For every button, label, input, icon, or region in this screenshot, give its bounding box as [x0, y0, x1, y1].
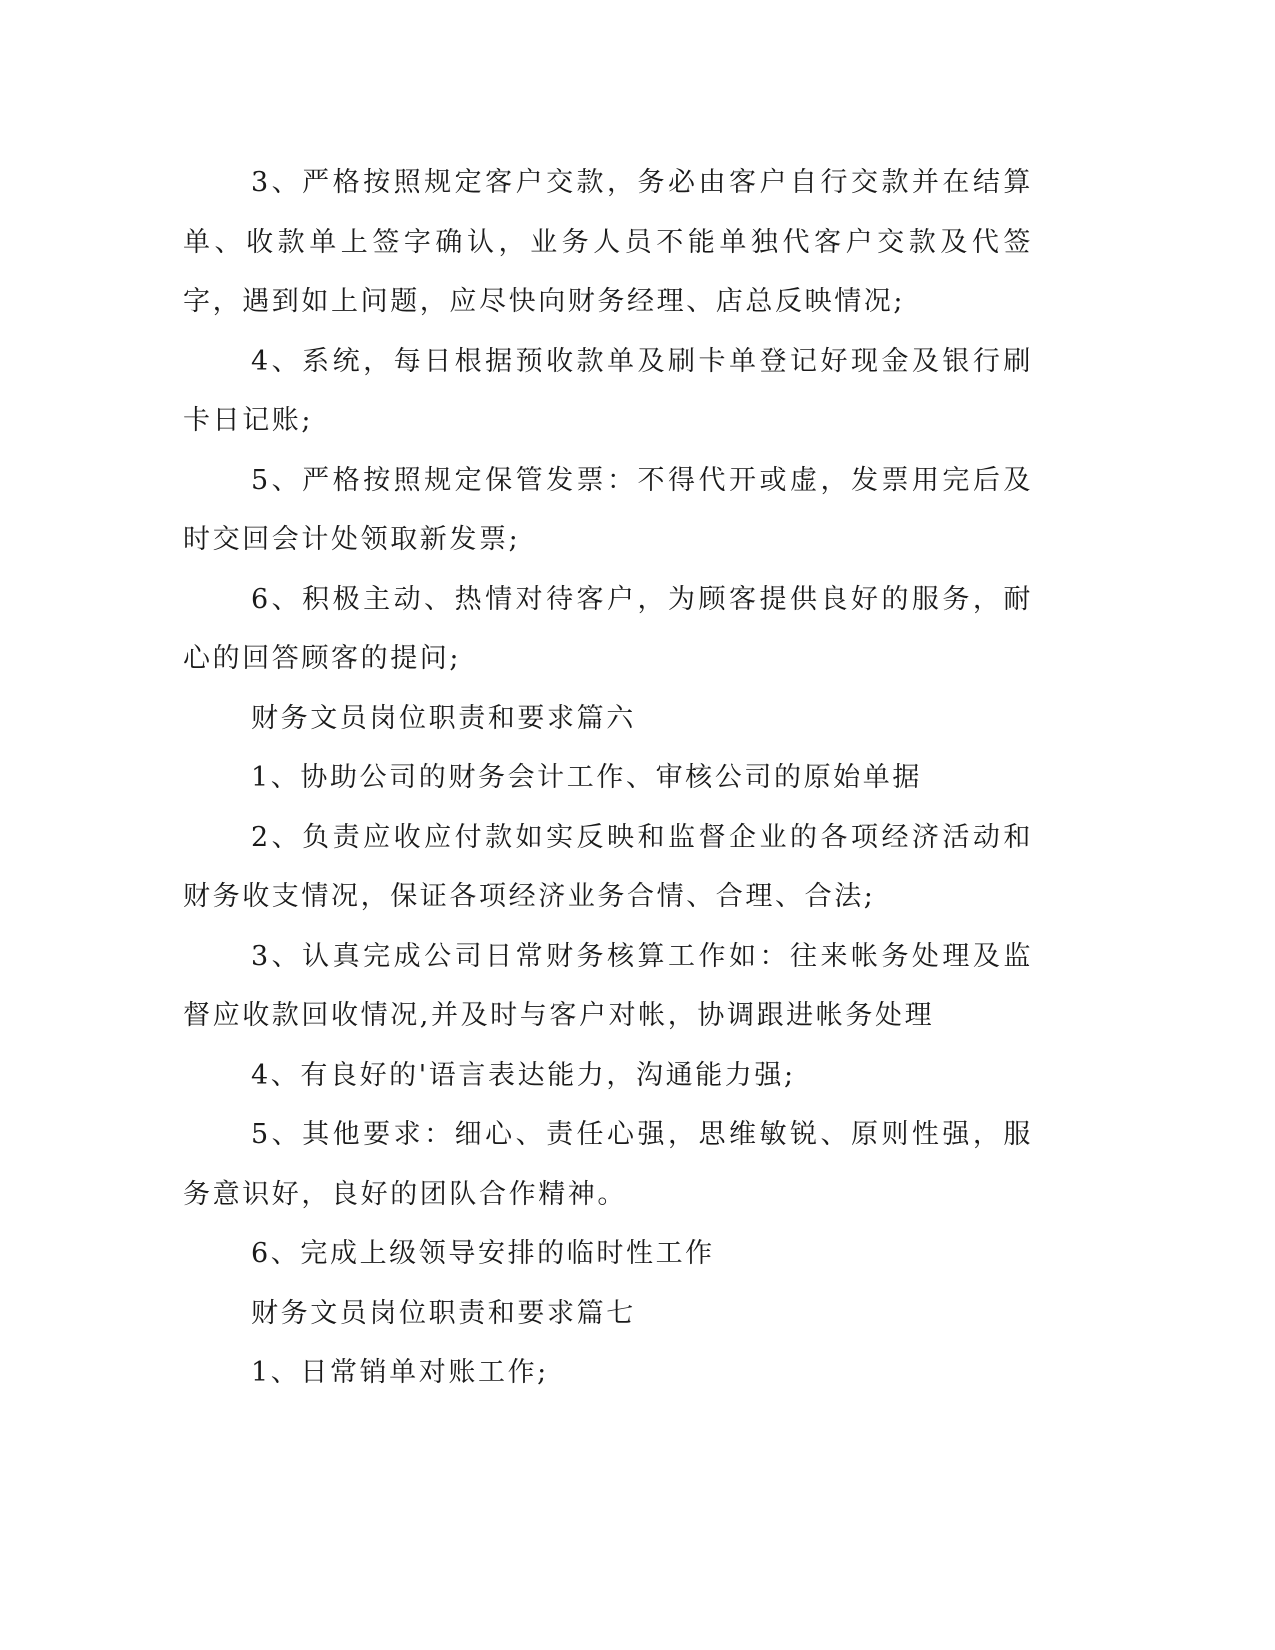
paragraph-item-6-customer-service: 6、积极主动、热情对待客户，为顾客提供良好的服务，耐心的回答顾客的提问;	[183, 583, 1033, 674]
paragraph-item-4-communication: 4、有良好的'语言表达能力，沟通能力强;	[251, 1059, 796, 1091]
paragraph-item-4-system-journal: 4、系统，每日根据预收款单及刷卡单登记好现金及银行刷卡日记账;	[183, 345, 1033, 436]
paragraph-item-1-reconciliation: 1、日常销单对账工作;	[251, 1357, 549, 1388]
document-body	[183, 153, 1033, 1403]
section-heading-part-seven: 财务文员岗位职责和要求篇七	[251, 1297, 636, 1329]
paragraph-item-5-invoice-custody: 5、严格按照规定保管发票：不得代开或虚，发票用完后及时交回会计处领取新发票;	[183, 464, 1033, 555]
paragraph-item-3-customer-payment: 3、严格按照规定客户交款，务必由客户自行交款并在结算单、收款单上签字确认，业务人员不能单独代客户交款及代签字，遇到如上问题，应尽快向财务经理、店总反映情况;	[183, 167, 1033, 317]
paragraph-item-1-assist-accounting: 1、协助公司的财务会计工作、审核公司的原始单据	[251, 762, 922, 793]
paragraph-item-6-temporary-work: 6、完成上级领导安排的临时性工作	[251, 1238, 715, 1269]
paragraph-item-2-receivables-payables: 2、负责应收应付款如实反映和监督企业的各项经济活动和财务收支情况，保证各项经济业务合情、合理、合法;	[183, 821, 1033, 912]
paragraph-item-3-daily-accounting: 3、认真完成公司日常财务核算工作如：往来帐务处理及监督应收款回收情况,并及时与客户对帐，协调跟进帐务处理	[183, 940, 1033, 1031]
section-heading-part-six: 财务文员岗位职责和要求篇六	[251, 702, 636, 734]
paragraph-item-5-other-requirements: 5、其他要求：细心、责任心强，思维敏锐、原则性强，服务意识好，良好的团队合作精神。	[183, 1119, 1033, 1210]
